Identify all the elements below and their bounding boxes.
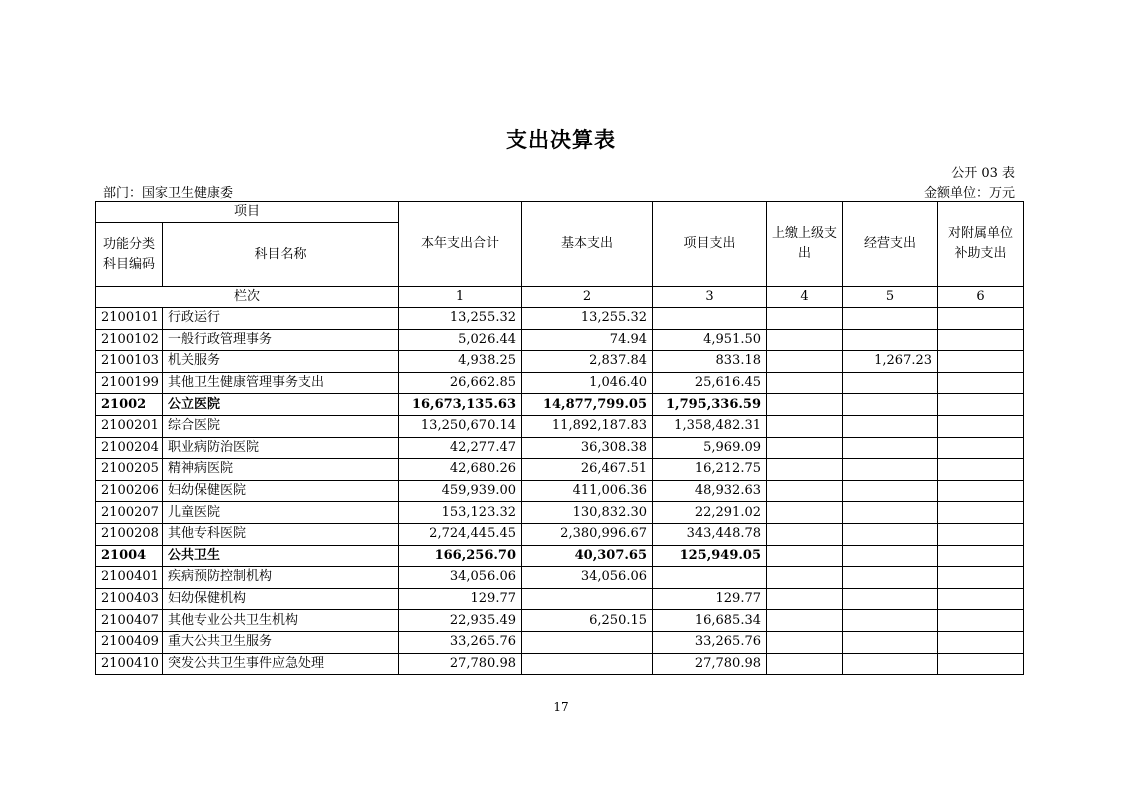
cell-name: 一般行政管理事务 [163, 329, 399, 351]
cell-total: 33,265.76 [399, 631, 522, 653]
cell-upper [767, 545, 843, 567]
cell-basic: 40,307.65 [522, 545, 653, 567]
cell-total: 27,780.98 [399, 653, 522, 675]
cell-upper [767, 567, 843, 589]
cell-business [843, 610, 938, 632]
cell-total: 13,250,670.14 [399, 415, 522, 437]
header-subject-name: 科目名称 [163, 223, 399, 287]
table-row [96, 372, 1024, 394]
cell-code: 2100201 [96, 415, 163, 437]
cell-total: 13,255.32 [399, 308, 522, 330]
cell-project: 27,780.98 [653, 653, 767, 675]
cell-project: 1,358,482.31 [653, 415, 767, 437]
cell-total: 129.77 [399, 588, 522, 610]
cell-business [843, 631, 938, 653]
cell-subsidy [938, 588, 1024, 610]
table-row [96, 545, 1024, 567]
cell-name: 职业病防治医院 [163, 437, 399, 459]
cell-subsidy [938, 567, 1024, 589]
cell-subsidy [938, 459, 1024, 481]
cell-total: 34,056.06 [399, 567, 522, 589]
cell-code: 21004 [96, 545, 163, 567]
cell-project: 1,795,336.59 [653, 394, 767, 416]
cell-project: 25,616.45 [653, 372, 767, 394]
cell-subsidy [938, 502, 1024, 524]
cell-business [843, 372, 938, 394]
cell-upper [767, 394, 843, 416]
cell-business: 1,267.23 [843, 351, 938, 373]
cell-upper [767, 523, 843, 545]
col-number-6: 6 [938, 287, 1024, 308]
cell-basic [522, 588, 653, 610]
cell-upper [767, 610, 843, 632]
cell-basic: 411,006.36 [522, 480, 653, 502]
cell-total: 26,662.85 [399, 372, 522, 394]
cell-name: 疾病预防控制机构 [163, 567, 399, 589]
cell-business [843, 394, 938, 416]
table-row [96, 653, 1024, 675]
page-number: 17 [553, 700, 569, 714]
table-row [96, 437, 1024, 459]
cell-total: 42,680.26 [399, 459, 522, 481]
cell-name: 重大公共卫生服务 [163, 631, 399, 653]
cell-code: 2100102 [96, 329, 163, 351]
cell-subsidy [938, 653, 1024, 675]
table-row [96, 351, 1024, 373]
cell-code: 2100208 [96, 523, 163, 545]
cell-business [843, 653, 938, 675]
header-business: 经营支出 [843, 202, 938, 287]
header-basic: 基本支出 [522, 202, 653, 287]
cell-total: 16,673,135.63 [399, 394, 522, 416]
cell-project: 4,951.50 [653, 329, 767, 351]
cell-code: 2100207 [96, 502, 163, 524]
cell-upper [767, 351, 843, 373]
cell-code: 2100401 [96, 567, 163, 589]
cell-code: 2100205 [96, 459, 163, 481]
cell-total: 5,026.44 [399, 329, 522, 351]
cell-total: 2,724,445.45 [399, 523, 522, 545]
cell-code: 2100206 [96, 480, 163, 502]
col-number-2: 2 [522, 287, 653, 308]
cell-total: 166,256.70 [399, 545, 522, 567]
cell-subsidy [938, 415, 1024, 437]
cell-name: 综合医院 [163, 415, 399, 437]
cell-code: 2100103 [96, 351, 163, 373]
cell-code: 2100409 [96, 631, 163, 653]
cell-project: 22,291.02 [653, 502, 767, 524]
col-number-5: 5 [843, 287, 938, 308]
table-row [96, 502, 1024, 524]
cell-business [843, 459, 938, 481]
cell-business [843, 502, 938, 524]
cell-name: 机关服务 [163, 351, 399, 373]
cell-upper [767, 631, 843, 653]
cell-project: 5,969.09 [653, 437, 767, 459]
unit-label: 金额单位：万元 [923, 186, 1015, 201]
header-subsidy: 对附属单位补助支出 [938, 202, 1024, 287]
cell-name: 公共卫生 [163, 545, 399, 567]
table-row [96, 415, 1024, 437]
cell-basic [522, 631, 653, 653]
cell-upper [767, 308, 843, 330]
cell-subsidy [938, 329, 1024, 351]
cell-project: 48,932.63 [653, 480, 767, 502]
table-code: 公开 03 表 [951, 166, 1015, 181]
cell-upper [767, 415, 843, 437]
cell-code: 2100199 [96, 372, 163, 394]
cell-upper [767, 480, 843, 502]
table-row [96, 480, 1024, 502]
cell-project: 16,212.75 [653, 459, 767, 481]
cell-name: 行政运行 [163, 308, 399, 330]
header-project: 项目 [96, 202, 399, 223]
cell-upper [767, 502, 843, 524]
cell-project: 33,265.76 [653, 631, 767, 653]
cell-basic [522, 653, 653, 675]
header-func-code: 功能分类科目编码 [96, 223, 163, 287]
cell-name: 精神病医院 [163, 459, 399, 481]
cell-subsidy [938, 394, 1024, 416]
cell-business [843, 308, 938, 330]
cell-subsidy [938, 308, 1024, 330]
department-label: 部门：国家卫生健康委 [103, 186, 234, 201]
cell-total: 42,277.47 [399, 437, 522, 459]
cell-business [843, 415, 938, 437]
cell-project [653, 567, 767, 589]
cell-name: 其他卫生健康管理事务支出 [163, 372, 399, 394]
cell-total: 459,939.00 [399, 480, 522, 502]
cell-basic: 14,877,799.05 [522, 394, 653, 416]
col-number-3: 3 [653, 287, 767, 308]
header-upper: 上缴上级支出 [767, 202, 843, 287]
cell-basic: 130,832.30 [522, 502, 653, 524]
cell-name: 突发公共卫生事件应急处理 [163, 653, 399, 675]
cell-total: 22,935.49 [399, 610, 522, 632]
cell-project: 125,949.05 [653, 545, 767, 567]
table-row [96, 308, 1024, 330]
cell-name: 儿童医院 [163, 502, 399, 524]
cell-upper [767, 459, 843, 481]
col-number-4: 4 [767, 287, 843, 308]
cell-business [843, 523, 938, 545]
cell-business [843, 588, 938, 610]
cell-basic: 13,255.32 [522, 308, 653, 330]
cell-upper [767, 329, 843, 351]
cell-basic: 34,056.06 [522, 567, 653, 589]
cell-basic: 6,250.15 [522, 610, 653, 632]
cell-upper [767, 437, 843, 459]
header-rank: 栏次 [96, 287, 399, 308]
cell-basic: 36,308.38 [522, 437, 653, 459]
cell-total: 4,938.25 [399, 351, 522, 373]
cell-basic: 26,467.51 [522, 459, 653, 481]
cell-project: 343,448.78 [653, 523, 767, 545]
cell-subsidy [938, 610, 1024, 632]
table-row [96, 329, 1024, 351]
col-number-1: 1 [399, 287, 522, 308]
cell-name: 其他专科医院 [163, 523, 399, 545]
cell-project: 833.18 [653, 351, 767, 373]
cell-code: 2100403 [96, 588, 163, 610]
cell-name: 妇幼保健医院 [163, 480, 399, 502]
cell-subsidy [938, 437, 1024, 459]
cell-project: 16,685.34 [653, 610, 767, 632]
table-row [96, 610, 1024, 632]
cell-basic: 1,046.40 [522, 372, 653, 394]
cell-code: 21002 [96, 394, 163, 416]
cell-total: 153,123.32 [399, 502, 522, 524]
table-row [96, 459, 1024, 481]
cell-subsidy [938, 351, 1024, 373]
cell-basic: 2,380,996.67 [522, 523, 653, 545]
cell-business [843, 567, 938, 589]
cell-subsidy [938, 631, 1024, 653]
table-row [96, 567, 1024, 589]
cell-project: 129.77 [653, 588, 767, 610]
page-title: 支出决算表 [506, 128, 616, 152]
table-row [96, 394, 1024, 416]
cell-upper [767, 588, 843, 610]
header-total: 本年支出合计 [399, 202, 522, 287]
cell-business [843, 480, 938, 502]
cell-business [843, 545, 938, 567]
cell-name: 其他专业公共卫生机构 [163, 610, 399, 632]
table-row [96, 631, 1024, 653]
cell-business [843, 329, 938, 351]
cell-name: 妇幼保健机构 [163, 588, 399, 610]
cell-code: 2100204 [96, 437, 163, 459]
cell-code: 2100407 [96, 610, 163, 632]
cell-subsidy [938, 480, 1024, 502]
cell-basic: 2,837.84 [522, 351, 653, 373]
cell-subsidy [938, 523, 1024, 545]
cell-subsidy [938, 545, 1024, 567]
cell-code: 2100410 [96, 653, 163, 675]
table-row [96, 588, 1024, 610]
header-project-expense: 项目支出 [653, 202, 767, 287]
cell-upper [767, 372, 843, 394]
cell-basic: 74.94 [522, 329, 653, 351]
cell-basic: 11,892,187.83 [522, 415, 653, 437]
cell-business [843, 437, 938, 459]
cell-code: 2100101 [96, 308, 163, 330]
expenditure-table [95, 201, 1024, 675]
cell-upper [767, 653, 843, 675]
cell-project [653, 308, 767, 330]
table-row [96, 523, 1024, 545]
cell-subsidy [938, 372, 1024, 394]
cell-name: 公立医院 [163, 394, 399, 416]
